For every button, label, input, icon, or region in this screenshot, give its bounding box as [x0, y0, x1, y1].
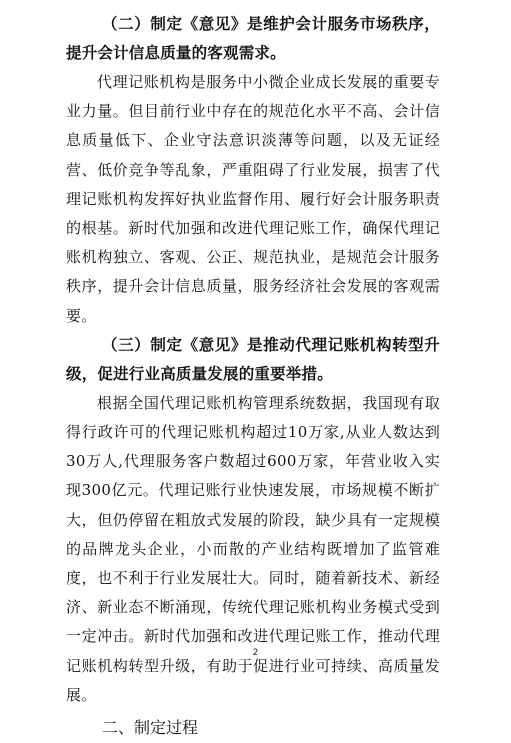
section-3-body: 根据全国代理记账机构管理系统数据，我国现有取得行政许可的代理记账机构超过10万家,从业人数达到30万人,代理服务客户数超过600万家，年营业收入实现300亿元。代理记账行业快速发展，市场规模不断扩大，但仍停留在粗放式发展的阶段，缺少具有一定规模的品牌龙头企业，小而散的产业结构既增加了监管难度，也不利于行业发展壮大。同时，随着新技术、新经济、新业态不断涌现，传统代理记账机构业务模式受到一定冲击。新时代加强和改进代理记账工作，推动代理记账机构转型升级，有助于促进行业可持续、高质量发展。 [66, 393, 440, 704]
page-content [66, 10, 440, 743]
section-2-title: （二）制定《意见》是维护会计服务市场秩序，提升会计信息质量的客观需求。 [66, 15, 440, 62]
section-2-body: 代理记账机构是服务中小微企业成长发展的重要专业力量。但目前行业中存在的规范化水平不高、会计信息质量低下、企业守法意识淡薄等问题，以及无证经营、低价竞争等乱象，严重阻碍了行业发展，损害了代理记账机构发挥好执业监督作用、履行好会计服务职责的根基。新时代加强和改进代理记账工作，确保代理记账机构独立、客观、公正、规范执业，是规范会计服务秩序，提升会计信息质量，服务经济社会发展的客观需要。 [66, 73, 440, 325]
section-heading-2: 二、制定过程 [102, 718, 199, 738]
page-number: 2 [252, 648, 259, 658]
section-3-title: （三）制定《意见》是推动代理记账机构转型升级，促进行业高质量发展的重要举措。 [66, 335, 440, 383]
